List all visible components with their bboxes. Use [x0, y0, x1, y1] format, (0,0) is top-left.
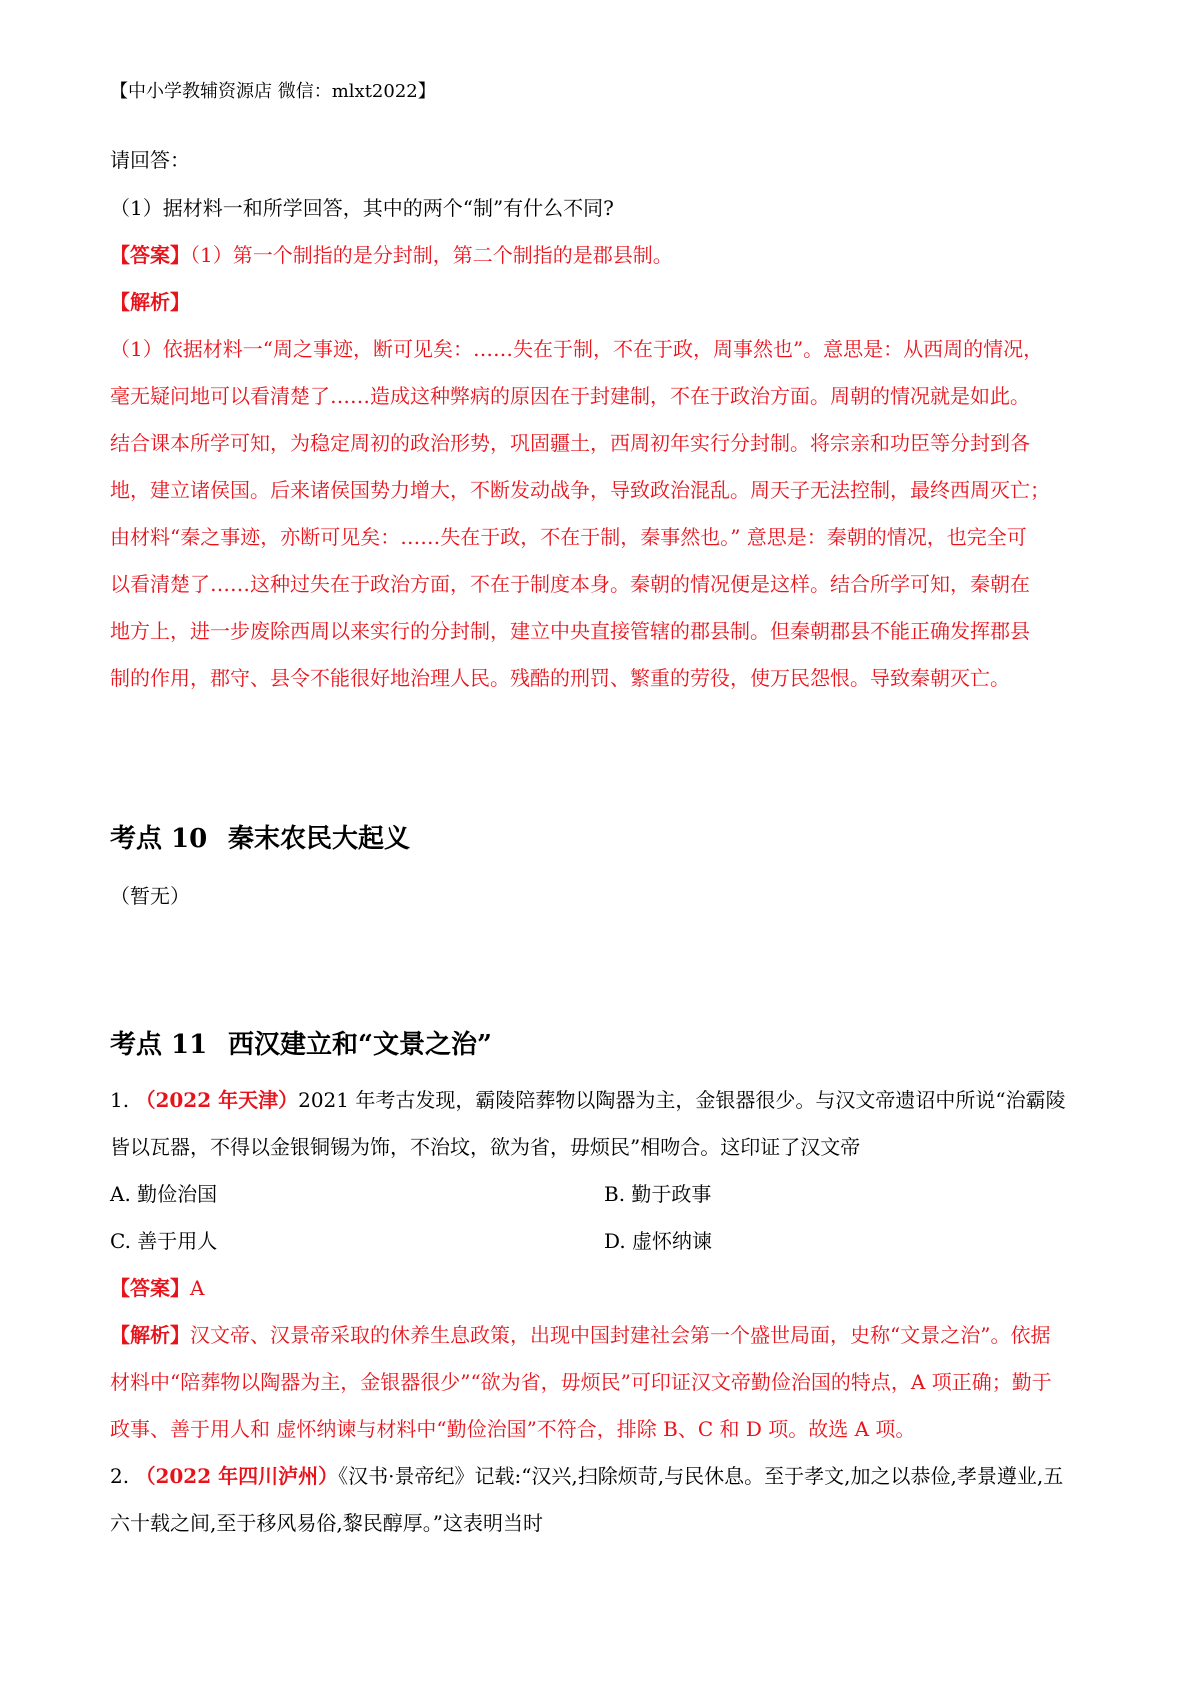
q1-analysis-line: 政事、善于用人和 虚怀纳谏与材料中“勤俭治国”不符合，排除 B、C 和 D 项。故选 A 项。 — [110, 1417, 916, 1441]
q2-number: 2. — [110, 1464, 130, 1488]
analysis-line: 制的作用，郡守、县令不能很好地治理人民。残酷的刑罚、繁重的劳役，使万民怨恨。导致秦朝灭亡。 — [110, 666, 1010, 690]
analysis-line: 以看清楚了……这种过失在于政治方面，不在于制度本身。秦朝的情况便是这样。结合所学可知，秦朝在 — [110, 572, 1030, 596]
q1-answer-label: 【答案】 — [110, 1276, 190, 1300]
analysis-line: 地，建立诸侯国。后来诸侯国势力增大，不断发动战争，导致政治混乱。周天子无法控制，最终西周灭亡； — [110, 478, 1050, 502]
section-10-note: （暂无） — [110, 884, 190, 908]
q1-number: 1. — [110, 1088, 130, 1112]
section-10-number: 考点 10 — [110, 824, 208, 854]
analysis-line: 地方上，进一步废除西周以来实行的分封制，建立中央直接管辖的郡县制。但秦朝郡县不能正确发挥郡县 — [110, 619, 1030, 643]
q1-analysis-text: 汉文帝、汉景帝采取的休养生息政策，出现中国封建社会第一个盛世局面，史称“文景之治”。依据 — [190, 1323, 1051, 1347]
analysis-line: 由材料“秦之事迹，亦断可见矣：……失在于政，不在于制，秦事然也。” 意思是：秦朝的情况，也完全可 — [110, 525, 1027, 549]
section-11-number: 考点 11 — [110, 1030, 208, 1060]
q1-analysis-line — [110, 1321, 1100, 1349]
q1-option-d: D. 虚怀纳谏 — [604, 1229, 713, 1253]
q2-text-1: 《汉书·景帝纪》记载:“汉兴,扫除烦苛,与民休息。至于孝文,加之以恭俭,孝景遵业,五 — [338, 1464, 1064, 1488]
answer-block — [110, 241, 1100, 269]
q1-line-2: 皆以瓦器，不得以金银铜锡为饰，不治坟，欲为省，毋烦民”相吻合。这印证了汉文帝 — [110, 1135, 861, 1159]
q1-line-1 — [110, 1086, 1100, 1114]
q1-text-1: 2021 年考古发现，霸陵陪葬物以陶器为主，金银器很少。与汉文帝遗诏中所说“治霸陵 — [298, 1088, 1066, 1112]
section-10-heading — [110, 822, 410, 856]
section-10-title: 秦末农民大起义 — [228, 824, 411, 854]
q1-analysis-label: 【解析】 — [110, 1323, 190, 1347]
answer-label: 【答案】 — [110, 243, 190, 267]
analysis-line: 结合课本所学可知，为稳定周初的政治形势，巩固疆土，西周初年实行分封制。将宗亲和功臣等分封到各 — [110, 431, 1030, 455]
analysis-line: 毫无疑问地可以看清楚了……造成这种弊病的原因在于封建制，不在于政治方面。周朝的情况就是如此。 — [110, 384, 1030, 408]
section-11-heading — [110, 1028, 492, 1062]
q2-source: （2022 年四川泸州） — [135, 1464, 339, 1488]
q1-option-c: C. 善于用人 — [110, 1229, 218, 1253]
q1-option-a: A. 勤俭治国 — [110, 1182, 218, 1206]
analysis-line: （1）依据材料一“周之事迹，断可见矣：……失在于制，不在于政，周事然也”。意思是：从西周的情况， — [110, 337, 1044, 361]
question-1: （1）据材料一和所学回答，其中的两个“制”有什么不同? — [110, 196, 614, 220]
analysis-label: 【解析】 — [110, 290, 190, 314]
q2-line-1 — [110, 1462, 1100, 1490]
q1-option-b: B. 勤于政事 — [604, 1182, 712, 1206]
q2-line-2: 六十载之间,至于移风易俗,黎民醇厚。”这表明当时 — [110, 1511, 543, 1535]
prompt-text: 请回答： — [110, 148, 190, 172]
q1-answer-value: A — [190, 1276, 205, 1300]
answer-text: （1）第一个制指的是分封制，第二个制指的是郡县制。 — [190, 243, 673, 267]
q1-answer — [110, 1274, 1100, 1302]
header-watermark: 【中小学教辅资源店 微信：mlxt2022】 — [110, 81, 436, 102]
q1-analysis-line: 材料中“陪葬物以陶器为主，金银器很少”“欲为省，毋烦民”可印证汉文帝勤俭治国的特点，A 项正确；勤于 — [110, 1370, 1052, 1394]
section-11-title: 西汉建立和“文景之治” — [228, 1030, 492, 1060]
q1-source: （2022 年天津） — [135, 1088, 299, 1112]
